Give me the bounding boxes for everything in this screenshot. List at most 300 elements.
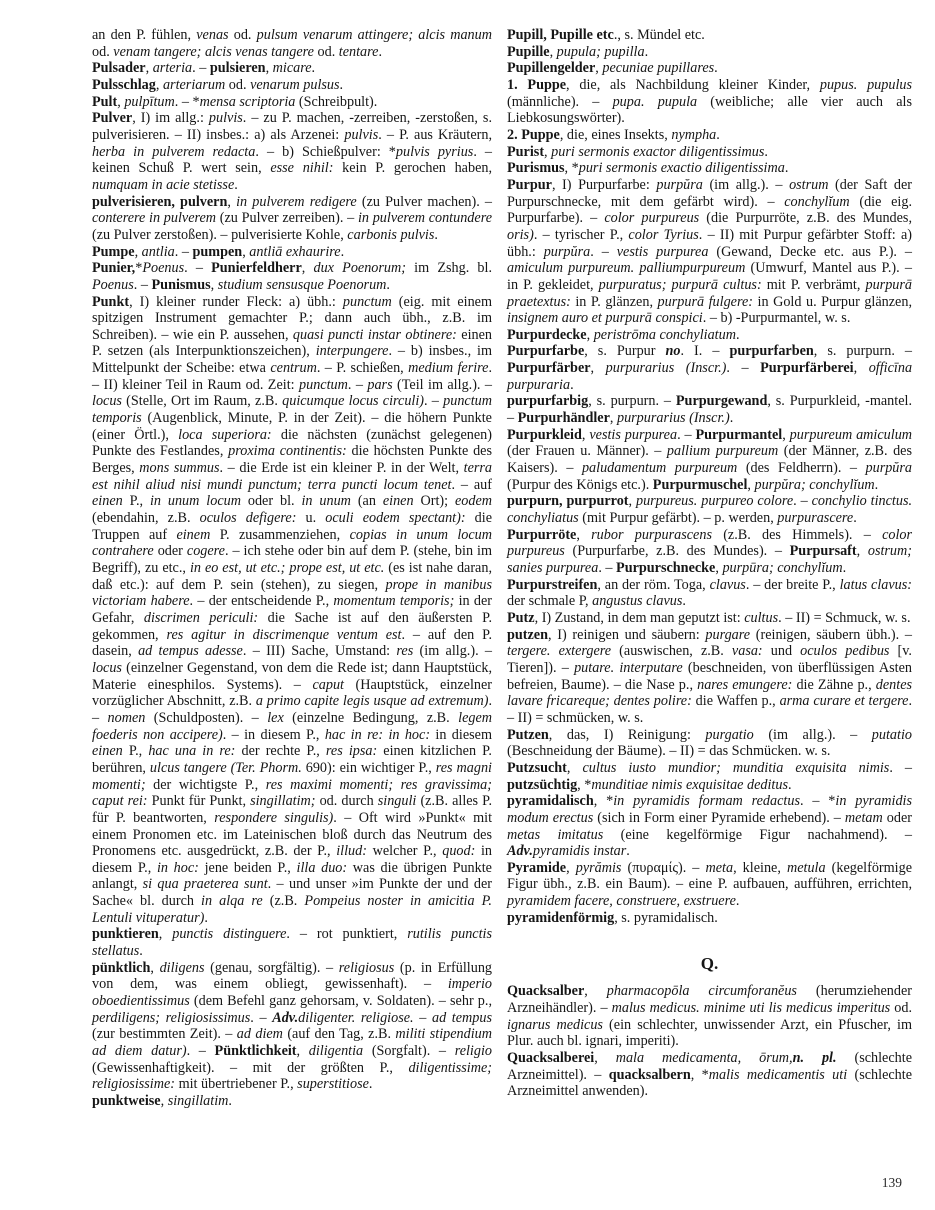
headword-or-label: pulverisieren, pulvern xyxy=(92,193,228,210)
german-text: , xyxy=(150,959,160,976)
latin-text: dux Poenorum; xyxy=(313,260,406,277)
latin-text: color Tyrius xyxy=(628,226,699,243)
german-text: (es ist nahe daran, daß etc.): auf dem P. sein (stehen), zu siegen, xyxy=(92,560,492,593)
german-text: einen P. setzen (als Interpunktionszeichen), xyxy=(92,326,492,360)
latin-text: mensa scriptoria xyxy=(199,93,296,110)
headword-or-label: Quacksalberei xyxy=(507,1050,595,1067)
headword-or-label: Purpurhändler xyxy=(517,410,610,427)
headword-or-label: putzsüchtig xyxy=(507,776,578,793)
german-text: (genau, sorgfältig). – xyxy=(204,959,339,976)
german-text: . – auf den P. dasein, xyxy=(92,626,492,660)
latin-text: Pompeius noster in amicitia P. Lentuli vituperatur) xyxy=(92,893,492,926)
german-text: (auswischen, z.B. xyxy=(611,643,732,660)
latin-text: in unum xyxy=(301,493,351,510)
latin-text: dentes lavare fricareque; dentes polire: xyxy=(507,676,913,710)
latin-text: in pulverem contundere xyxy=(357,210,492,227)
german-text: (z.B. des Himmels). – xyxy=(711,526,883,543)
headword-or-label: pyramidalisch xyxy=(507,793,594,810)
german-text: Punkt für Punkt, xyxy=(147,793,251,810)
latin-text: purpŭra xyxy=(865,460,913,477)
latin-text: einen xyxy=(92,743,123,760)
german-text: . xyxy=(714,60,718,77)
german-text: , xyxy=(853,360,869,377)
dictionary-entry xyxy=(507,793,912,860)
german-text: (kegelförmige Figur übh., z.B. ein Baum). – eine P. aufbauen, aufführen, errichten, xyxy=(507,859,912,893)
german-text: (eine kegelförmige Figur nachahmend). – xyxy=(603,826,912,843)
headword-or-label: pünktlich xyxy=(92,959,151,976)
german-text: , xyxy=(549,43,557,60)
latin-text: ulcus tangere (Ter. Phorm. xyxy=(149,759,302,776)
latin-text: conchylio tinctus. conchyliatus xyxy=(507,493,913,527)
latin-text: in alqa re xyxy=(201,893,263,910)
latin-text: herba in pulverem redacta xyxy=(92,143,256,160)
latin-text: pulvis pyrius xyxy=(395,143,474,160)
german-text: . – Oft wird »Punkt« mit einem Pronomen etc. im Lateinischen bloß durch das Neutrum des Pronomens etc. ausgedrückt, z.B. der P., xyxy=(92,809,493,860)
german-text: . – II) kleiner Teil in Raum od. Zeit: xyxy=(92,360,492,393)
german-text: (beschneiden, von überflüssigen Asten befreien, Baume). – die Nase p., xyxy=(507,659,912,693)
dictionary-entry xyxy=(92,27,492,60)
latin-text: punctis distinguere xyxy=(172,926,287,943)
latin-text: carbonis pulvis xyxy=(347,226,435,243)
german-text: (Schreibpult). xyxy=(295,93,378,110)
headword-or-label: Purist xyxy=(507,143,545,160)
latin-text: centrum xyxy=(270,360,317,377)
dictionary-entry xyxy=(507,427,912,494)
german-text: (Beschneidung der Bäume). – II) = das Schmücken. w. s. xyxy=(507,743,831,760)
latin-text: caput xyxy=(312,676,344,693)
german-text: , xyxy=(160,1093,168,1109)
latin-text: metam xyxy=(844,809,883,826)
latin-text: rubor purpurascens xyxy=(591,526,712,543)
latin-text: in pyramidis formam redactus xyxy=(613,793,800,810)
latin-text: oculos defigere: xyxy=(199,510,297,527)
german-text: . – * xyxy=(799,793,836,810)
latin-text: nares emungere: xyxy=(697,676,793,693)
latin-text: einen xyxy=(92,493,123,510)
dictionary-entry xyxy=(507,493,912,526)
dictionary-entry xyxy=(507,327,912,344)
german-text: (zu Pulver machen). – xyxy=(356,193,493,210)
latin-text: illud: xyxy=(336,843,367,860)
latin-text: pyramidis instar xyxy=(532,843,627,860)
headword-or-label: no xyxy=(665,343,681,360)
headword-or-label: purpurfarbig xyxy=(507,393,589,410)
dictionary-entry xyxy=(507,627,912,727)
dictionary-entry xyxy=(507,983,912,1050)
german-text: , I) Zustand, in dem man geputzt ist: xyxy=(534,609,745,626)
german-text: (die Purpurröte, z.B. des Mundes, xyxy=(699,210,912,227)
latin-text: oculi eodem spectant): xyxy=(325,510,466,527)
section-heading xyxy=(507,955,912,972)
latin-text: tentare xyxy=(338,43,379,60)
latin-text: hac in re: in hoc: xyxy=(324,726,431,743)
german-text: od. xyxy=(228,27,257,43)
german-text: (ein schlechter, unwissender Arzt, ein Pfuscher, im Plur. auch bl. ignari, imperiti). xyxy=(507,1016,912,1050)
german-text: . – der breite P., xyxy=(745,576,840,593)
latin-text: malis medicamentis uti xyxy=(708,1066,848,1083)
german-text: . – ich stehe oder bin auf dem P. (stehe, bin im Begriff), zu etc., xyxy=(92,543,492,576)
latin-text: respondere singulis) xyxy=(214,809,334,826)
headword-or-label: Punkt xyxy=(92,293,130,310)
german-text: einen kitzlichen P. berühren, xyxy=(92,743,492,776)
latin-text: tergere. extergere xyxy=(507,643,612,660)
latin-text: purpurarius (Inscr.) xyxy=(616,410,730,427)
headword-or-label: Purpurstreifen xyxy=(507,576,598,593)
german-text: in der Gefahr, xyxy=(92,593,493,626)
dictionary-entry xyxy=(507,860,912,910)
latin-text: conchylĭum xyxy=(784,193,850,210)
latin-text: arteriarum xyxy=(162,76,226,93)
latin-text: numquam in acie stetisse xyxy=(92,176,235,193)
headword-or-label: 2. Puppe xyxy=(507,126,560,143)
german-text: , die, eines Insekts, xyxy=(559,126,672,143)
german-text: . xyxy=(716,126,720,143)
latin-text: punctum temporis xyxy=(92,393,493,427)
latin-text: pyramidem facere, construere, exstruere xyxy=(507,893,736,910)
german-text: . – xyxy=(677,426,696,443)
german-text: . xyxy=(434,226,438,243)
german-text: (Sorgfalt). – xyxy=(363,1043,455,1060)
headword-or-label: Putz xyxy=(507,609,535,626)
german-text: 690): ein wichtiger P., xyxy=(301,759,436,776)
german-text: . – b) insbes., im Mittelpunkt der Scheibe: etwa xyxy=(92,343,492,377)
german-text: , I) im allg.: xyxy=(132,110,209,127)
dictionary-entry xyxy=(507,610,912,627)
german-text: (der Saft der Purpurschnecke, mit dem gefärbt wird). – xyxy=(507,176,913,210)
latin-text: in hoc: xyxy=(156,859,199,876)
latin-text: einem xyxy=(176,526,211,543)
dictionary-entry xyxy=(92,260,492,293)
german-text: , s. Purpurkleid, -mantel. – xyxy=(507,393,912,427)
german-text: (herumziehender Arzneihändler). – xyxy=(507,983,912,1017)
german-text: . xyxy=(386,276,390,293)
latin-text: diligens xyxy=(159,959,205,976)
latin-text: in pyramidis modum erectus xyxy=(507,793,912,826)
german-text: u. xyxy=(296,510,326,527)
headword-or-label: pumpen xyxy=(192,243,243,260)
german-text: (ebendahin, z.B. xyxy=(92,510,200,527)
german-text: in Gold u. Purpur glänzen, xyxy=(752,293,912,310)
dictionary-entry xyxy=(507,343,912,393)
latin-text: cultus iusto mundior; munditia exquisita nimis xyxy=(582,759,890,776)
german-text: . xyxy=(570,376,574,393)
dictionary-entry xyxy=(507,144,912,161)
latin-text: ad diem xyxy=(236,1026,283,1043)
german-text: (Purpur des Königs etc.). xyxy=(507,476,653,493)
headword-or-label: Purpurmuschel xyxy=(652,476,748,493)
latin-text: illa duo: xyxy=(296,859,348,876)
latin-text: antliā exhaurire xyxy=(249,243,341,260)
german-text: (Gewissenhaftigkeit). – mit der größten P., xyxy=(92,1059,409,1076)
german-text: , I) reinigen und säubern: xyxy=(548,626,706,643)
german-text: . xyxy=(311,60,316,77)
german-text: , xyxy=(158,926,173,943)
german-text: P. zusammenziehen, xyxy=(210,526,350,543)
german-text: . – keinen Schuß P. wert sein, xyxy=(92,143,492,177)
german-text: . – xyxy=(347,376,368,393)
german-text: , xyxy=(566,759,583,776)
latin-text: latus clavus: xyxy=(839,576,913,593)
german-text: , xyxy=(584,983,607,1000)
german-text: . – tyrischer P., xyxy=(533,226,629,243)
latin-text: ignarus medicus xyxy=(507,1016,603,1033)
latin-text: punctum xyxy=(342,293,392,310)
german-text: (dem Befehl ganz gehorsam, v. Soldaten). – sehr p., xyxy=(189,993,492,1010)
dictionary-entry xyxy=(92,926,492,959)
german-text: . – xyxy=(184,260,212,277)
german-text: . – xyxy=(590,243,617,260)
german-text: . xyxy=(682,593,686,610)
latin-text: res ipsa: xyxy=(325,743,378,760)
german-text: (schlechte Arzneimittel). – xyxy=(507,1050,912,1083)
german-text: . I. – xyxy=(680,343,730,360)
german-text: . xyxy=(378,43,382,60)
german-text: , xyxy=(586,326,594,343)
headword-or-label: Pupill, Pupille etc xyxy=(507,27,614,43)
german-text: . – P. aus Kräutern, xyxy=(378,126,492,143)
latin-text: singillatim xyxy=(167,1093,229,1109)
latin-text: insignem auro et purpurā conspici xyxy=(507,310,703,327)
latin-text: putare. interputare xyxy=(574,659,683,676)
headword-or-label: punktieren xyxy=(92,926,159,943)
latin-text: vestis purpurea xyxy=(616,243,709,260)
german-text: , xyxy=(628,493,636,510)
german-text: . – xyxy=(793,493,812,510)
latin-text: cogere xyxy=(186,543,225,560)
german-text: . – III) Sache, Umstand: xyxy=(242,643,397,660)
latin-text: purpurā praetextus: xyxy=(507,276,912,310)
german-text: (p. in Erfüllung von dem, was einem obliegt, gewissenhaft). – xyxy=(92,959,493,993)
german-text: . – xyxy=(889,759,913,776)
headword-or-label: Purpurfärber xyxy=(507,360,591,377)
headword-or-label: Purismus xyxy=(507,160,565,177)
german-text: . xyxy=(644,43,649,60)
latin-text: loca superiora: xyxy=(178,426,272,443)
latin-text: diligentia xyxy=(308,1043,364,1060)
german-text: od. durch xyxy=(315,793,378,810)
latin-text: mala medicamenta, ōrum, xyxy=(615,1050,793,1067)
headword-or-label: Purpurgewand xyxy=(675,393,768,410)
latin-text: a primo capite legis usque ad extremum) xyxy=(255,693,489,710)
german-text: P., xyxy=(122,493,150,510)
german-text: . xyxy=(729,410,734,427)
german-text: (der Frauen u. Männer). – xyxy=(507,443,667,460)
latin-text: esse nihil: xyxy=(270,160,334,177)
german-text: (des Feldherrn). – xyxy=(737,460,866,477)
latin-text: puri sermonis exactio diligentissima xyxy=(578,160,785,177)
latin-text: clavus xyxy=(709,576,746,593)
dictionary-entry xyxy=(92,960,492,1093)
german-text: (reinigen, säubern übh.). – xyxy=(750,626,913,643)
german-text: oder xyxy=(153,543,187,560)
german-text: (Augenblick, Minute, P. in der Zeit). – die höhern Punkte (einer Örtl.), xyxy=(92,410,492,443)
headword-or-label: Adv. xyxy=(507,843,533,860)
dictionary-entry xyxy=(507,393,912,426)
german-text: die Zähne p., xyxy=(792,676,876,693)
german-text: (Purpurfarbe, z.B. des Mundes). – xyxy=(564,543,790,560)
german-text: , * xyxy=(593,793,614,810)
latin-text: imperio oboedientissimus xyxy=(92,976,492,1010)
latin-text: pharmacopōla circumforanĕus xyxy=(606,983,797,1000)
latin-text: in unum locum xyxy=(149,493,241,510)
latin-text: arma curare et tergere xyxy=(779,693,909,710)
dictionary-entry xyxy=(507,77,912,127)
latin-text: diligenter. religiose. – ad tempus xyxy=(298,1009,493,1026)
latin-text: ostrum xyxy=(789,176,829,193)
latin-text: metas imitatus xyxy=(507,826,604,843)
latin-text: eodem xyxy=(454,493,492,510)
latin-text: proxima continentis: xyxy=(228,443,347,460)
german-text: . xyxy=(339,76,344,93)
latin-text: studium sensusque Poenorum xyxy=(217,276,387,293)
german-text: , s. pyramidalisch. xyxy=(614,909,718,926)
dictionary-entry xyxy=(507,160,912,177)
latin-text: pars xyxy=(367,376,393,393)
german-text: . – xyxy=(133,276,152,293)
german-text: [v. Tieren]). – xyxy=(507,643,912,676)
german-text: (Umwurf, Mantel aus P.). – in P. gekleidet, xyxy=(507,260,912,293)
german-text: (der Männer, z.B. des Kaisers). – xyxy=(507,443,912,477)
headword-or-label: Putzsucht xyxy=(507,759,567,776)
latin-text: pallium purpureum xyxy=(666,443,779,460)
dictionary-entry xyxy=(507,760,912,793)
latin-text: locus xyxy=(92,393,122,410)
latin-text: prope in manibus victoriam habere xyxy=(92,576,492,610)
headword-or-label: pyramidenförmig xyxy=(507,909,615,926)
headword-or-label: putzen xyxy=(507,626,548,643)
german-text: . – in diesem P., xyxy=(222,726,325,743)
german-text: , xyxy=(134,243,142,260)
german-text: . – II) mit Purpur gefärbter Stoff: a) übh.: xyxy=(507,226,912,260)
german-text: (zu Pulver zerstoßen). – pulverisierte Kohle, xyxy=(92,226,348,243)
latin-text: hac una in re: xyxy=(148,743,236,760)
german-text: (Hauptstück, einzelner vorzüglicher Abschnitt, z.B. xyxy=(92,676,492,710)
headword-or-label: Pumpe xyxy=(92,243,135,260)
german-text: mit übertriebener P., xyxy=(175,1076,298,1093)
latin-text: malus medicus. minime uti lis medicus imperitus xyxy=(611,1000,891,1017)
latin-text: color purpureus xyxy=(507,526,913,560)
latin-text: pupus. pupulus xyxy=(819,76,912,93)
german-text: od. xyxy=(92,43,114,60)
german-text: die nächsten (zunächst gelegenen) Punkte des Festlandes, xyxy=(92,426,492,460)
german-text: . – * xyxy=(174,93,200,110)
latin-text: purpurā fulgere: xyxy=(657,293,753,310)
german-text: od. xyxy=(313,43,339,60)
dictionary-entry xyxy=(507,27,912,44)
latin-text: purpŭra; conchylĭum xyxy=(754,476,875,493)
latin-text: legem foederis non accipere) xyxy=(92,709,493,743)
latin-text: res xyxy=(396,643,414,660)
latin-text: perdiligens; religiosissimus xyxy=(92,1009,251,1026)
german-text: was die übrigen Punkte anlangt, xyxy=(92,859,492,893)
headword-or-label: pulsieren xyxy=(209,60,266,77)
latin-text: purpurarius (Inscr.) xyxy=(605,360,727,377)
latin-text: punctum xyxy=(299,376,348,393)
headword-or-label: Purpurdecke xyxy=(507,326,587,343)
german-text: . xyxy=(842,560,847,576)
dictionary-entry xyxy=(507,1050,912,1100)
german-text: , xyxy=(265,60,273,77)
german-text: od. xyxy=(225,76,251,93)
latin-text: color purpureus xyxy=(604,210,700,227)
dictionary-entry xyxy=(92,60,492,77)
german-text: , xyxy=(747,476,755,493)
german-text: , s. purpurn. – xyxy=(588,393,676,410)
german-text: kein P. gerochen haben, xyxy=(333,160,493,177)
german-text: . – xyxy=(726,360,761,377)
latin-text: vasa: xyxy=(731,643,763,660)
latin-text: religio xyxy=(454,1043,493,1060)
german-text: , xyxy=(590,360,606,377)
headword-or-label: Pulsschlag xyxy=(92,76,156,93)
dictionary-entry xyxy=(507,910,912,927)
latin-text: purpŭra xyxy=(656,176,703,193)
german-text: . – xyxy=(192,60,210,77)
headword-or-label: Q. xyxy=(700,954,719,974)
german-text: . – xyxy=(598,560,617,576)
headword-or-label: Purpurfarbe xyxy=(507,343,585,360)
latin-text: oculos pedibus xyxy=(800,643,890,660)
german-text: . – die Erde ist ein kleiner P. in der Welt, xyxy=(219,460,464,477)
german-text: an den P. fühlen, xyxy=(92,27,197,43)
german-text: . xyxy=(368,1076,373,1093)
dictionary-entry xyxy=(507,127,912,144)
latin-text: purgare xyxy=(705,626,751,643)
latin-text: pulpītum xyxy=(124,93,175,110)
german-text: od. xyxy=(890,1000,913,1017)
german-text: (Teil im allg.). – xyxy=(392,376,492,393)
german-text: . – rot punktiert, xyxy=(286,926,408,943)
headword-or-label: n. pl. xyxy=(792,1050,837,1067)
latin-text: lex xyxy=(267,709,284,726)
german-text: der rechte P., xyxy=(235,743,326,760)
german-text: . xyxy=(735,893,740,910)
dictionary-entry xyxy=(92,244,492,261)
headword-or-label: Pupille xyxy=(507,43,550,60)
dictionary-entry xyxy=(92,294,492,927)
german-text: . – xyxy=(250,1009,273,1026)
german-text: der wichtigste P., xyxy=(145,776,266,793)
german-text: . – b) -Purpurmantel, w. s. xyxy=(702,310,851,327)
latin-text: conterere in pulverem xyxy=(92,210,217,227)
latin-text: mons summus xyxy=(139,460,220,477)
german-text: . xyxy=(784,160,789,177)
german-text: (einzelne Bedingung, z.B. xyxy=(283,709,459,726)
german-text: , xyxy=(145,60,153,77)
german-text: die Waffen p., xyxy=(691,693,780,710)
headword-or-label: purpurfarben xyxy=(729,343,814,360)
german-text: . – P. schießen, xyxy=(316,360,409,377)
latin-text: singillatim; xyxy=(250,793,316,810)
german-text: (zu Pulver zerreiben). – xyxy=(216,210,358,227)
german-text: , I) Purpurfarbe: xyxy=(551,176,657,193)
headword-or-label: Pupillengelder xyxy=(507,60,596,77)
headword-or-label: quacksalbern xyxy=(608,1066,691,1083)
german-text: , xyxy=(301,260,314,277)
latin-text: ostrum; sanies purpurea xyxy=(507,543,913,576)
german-text: . xyxy=(764,143,768,160)
latin-text: in eo est, ut etc.; prope est, ut etc. xyxy=(189,560,385,576)
german-text: . – auf xyxy=(451,476,492,493)
dictionary-entry xyxy=(92,1093,492,1110)
latin-text: copias in unum locum contrahere xyxy=(92,526,492,560)
latin-text: in pulverem redigere xyxy=(236,193,357,210)
headword-or-label: punktweise xyxy=(92,1093,161,1109)
headword-or-label: Purpurschnecke xyxy=(616,560,716,576)
headword-or-label: Punier, xyxy=(92,260,136,277)
german-text: in diesem P., xyxy=(92,843,493,876)
german-text: (einzelner Gegenstand, von dem die Rede ist; dann Hauptstück, Materie einesphilos. Systems). – xyxy=(92,659,492,693)
